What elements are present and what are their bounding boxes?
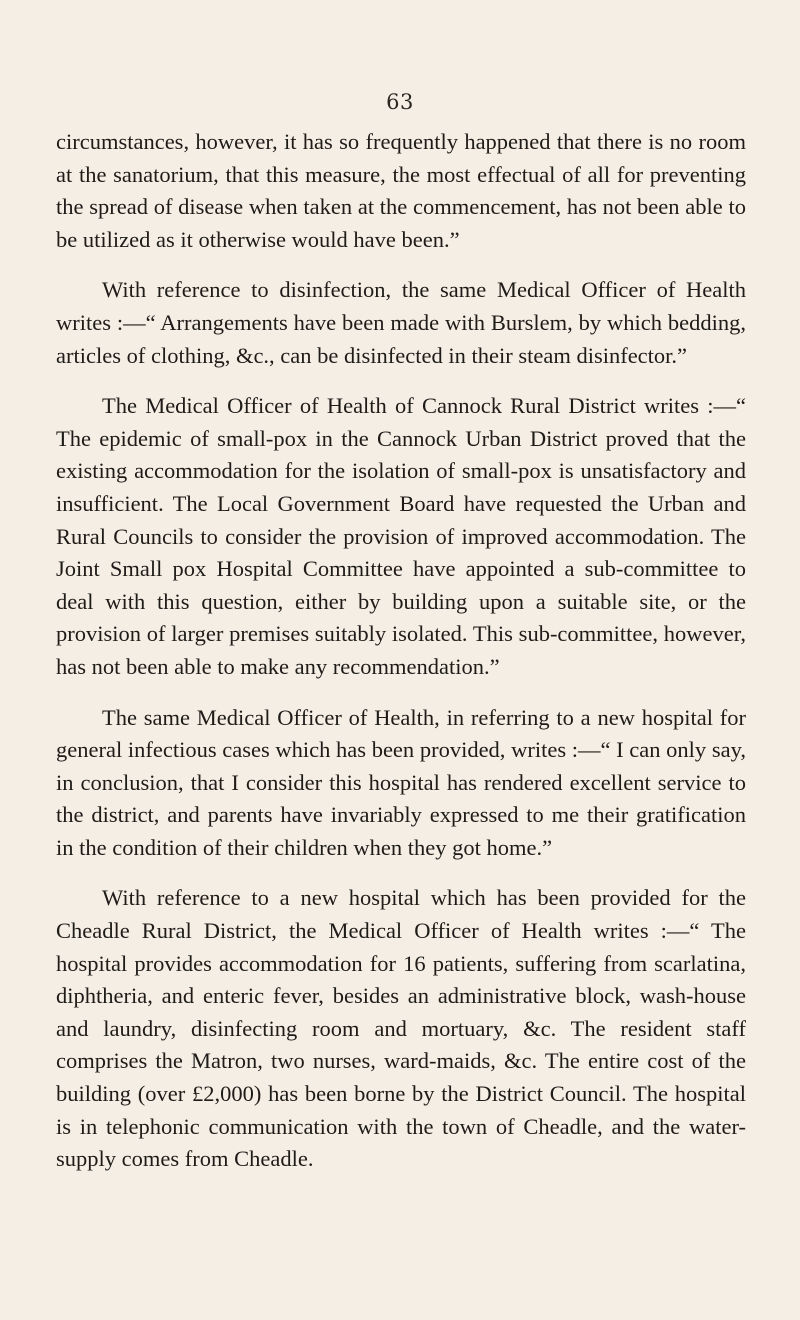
body-text <box>56 126 746 1194</box>
page-number: 63 <box>386 90 414 114</box>
paragraph-cannock: The Medical Officer of Health of Cannock Rural District writes :—“ The epidemic of small-pox in the Cannock Urban District proved that the existing accommodation for the isolation of small-pox is unsatisfactory and insufficient. The Local Government Board have requested the Urban and Rural Councils to consider the provision of improved accommodation. The Joint Small pox Hospital Committee have appointed a sub-committee to deal with this question, either by building upon a suitable site, or the provision of larger premises suitably isolated. This sub-committee, however, has not been able to make any recommendation.” <box>56 393 746 679</box>
paragraph-continuation: circumstances, however, it has so frequently happened that there is no room at the sanatorium, that this measure, the most effectual of all for preventing the spread of disease when taken at the commencement, has not been able to be utilized as it otherwise would have been.” <box>56 129 746 252</box>
paragraph-cheadle: With reference to a new hospital which has been provided for the Cheadle Rural District, the Medical Officer of Health writes :—“ The hospital provides accommodation for 16 patients, suffering from scarlatina, diphtheria, and enteric fever, besides an administrative block, wash-house and laundry, disinfecting room and mortuary, &c. The resident staff comprises the Matron, two nurses, ward-maids, &c. The entire cost of the building (over £2,000) has been borne by the District Council. The hospital is in telephonic communication with the town of Cheadle, and the water-supply comes from Cheadle. <box>56 885 746 1172</box>
paragraph-new-hospital: The same Medical Officer of Health, in referring to a new hospital for general infectious cases which has been provided, writes :—“ I can only say, in conclusion, that I consider this hospital has rendered excellent service to the district, and parents have invariably expressed to me their gratification in the condition of their children when they got home.” <box>56 704 746 860</box>
paragraph-disinfection: With reference to disinfection, the same Medical Officer of Health writes :—“ Arrangements have been made with Burslem, by which bedding, articles of clothing, &c., can be disinfected in their steam disinfector.” <box>56 277 746 368</box>
